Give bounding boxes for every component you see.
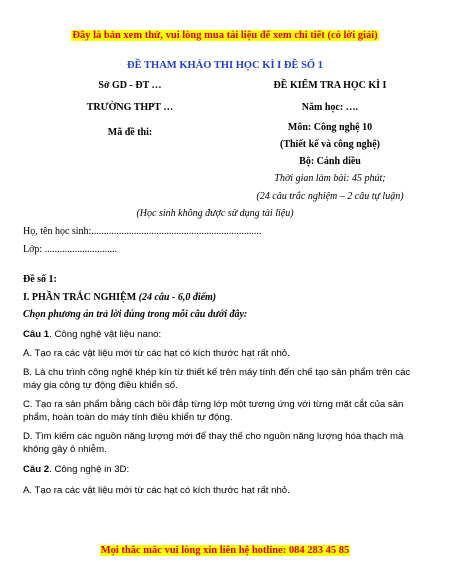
exam-code-label: Mã đề thi:: [107, 127, 153, 138]
section-heading: [23, 292, 216, 303]
question-1-text: . Công nghệ vật liệu nano:: [49, 329, 162, 340]
textbook-series: Bộ: Cánh diều: [299, 156, 361, 167]
preview-banner-text: Đây là bản xem thử, vui lòng mua tài liệu để xem chi tiết (có lời giải): [72, 30, 378, 41]
exam-format: (24 câu trắc nghiệm – 2 câu tự luận): [256, 191, 404, 202]
hotline-banner: [0, 545, 450, 556]
subject-subtitle: (Thiết kế và công nghệ): [280, 139, 380, 150]
exam-heading: ĐỀ KIỂM TRA HỌC KÌ I: [273, 80, 387, 91]
school-year: Năm học: ….: [301, 102, 359, 113]
question-1-option-d: D. Tìm kiếm các nguồn năng lượng mới để thay thế cho nguồn năng lượng hóa thạch mà không gây ô nhiễm.: [23, 431, 404, 455]
subject-name: Môn: Công nghệ 10: [287, 122, 373, 133]
hotline-banner-text: Mọi thắc mắc vui lòng xin liên hệ hotline: 084 283 45 85: [100, 545, 350, 556]
document-title: ĐỀ THAM KHẢO THI HỌC KÌ I ĐỀ SỐ 1: [127, 60, 323, 71]
question-1-stem: [23, 328, 423, 341]
question-1-option-b: B. Là chu trình công nghệ khép kín từ thiết kế trên máy tính đến chế tạo sản phẩm trên các máy gia công tự động điều khiển số.: [23, 367, 411, 391]
materials-note: (Học sinh không được sử dụng tài liệu): [136, 208, 294, 219]
question-2-option-a: A. Tạo ra các vật liệu mới từ các hạt có kích thước hạt rất nhỏ.: [23, 485, 290, 496]
exam-duration: Thời gian làm bài: 45 phút;: [274, 173, 386, 184]
section-instruction: Chọn phương án trả lời đúng trong mỗi câu dưới đây:: [23, 309, 248, 320]
question-1-label: Câu 1: [23, 329, 50, 340]
preview-banner: [0, 30, 450, 41]
question-1-option-c: C. Tạo ra sản phẩm bằng cách bồi đắp từng lớp một tương ứng với từng mặt cắt của sản phẩm, hoàn toàn do máy tính điều khiển tự động.: [23, 399, 404, 423]
question-1-option-a: A. Tạo ra các vật liệu mới từ các hạt có kích thước hạt rất nhỏ.: [23, 348, 290, 359]
student-class-field: Lớp: .............................: [23, 244, 118, 255]
section-points: (24 câu - 6,0 điểm): [138, 292, 217, 303]
question-2-text: . Công nghệ in 3D:: [49, 464, 130, 475]
school-label: TRƯỜNG THPT …: [86, 102, 174, 113]
question-2-label: Câu 2: [23, 464, 50, 475]
section-title: I. PHẦN TRẮC NGHIỆM: [23, 292, 137, 303]
department-label: Sở GD - ĐT …: [98, 80, 162, 91]
exam-number: Đề số 1:: [23, 274, 57, 285]
question-2-stem: [23, 463, 423, 476]
student-name-field: Họ, tên học sinh:....................................................................: [23, 226, 262, 237]
